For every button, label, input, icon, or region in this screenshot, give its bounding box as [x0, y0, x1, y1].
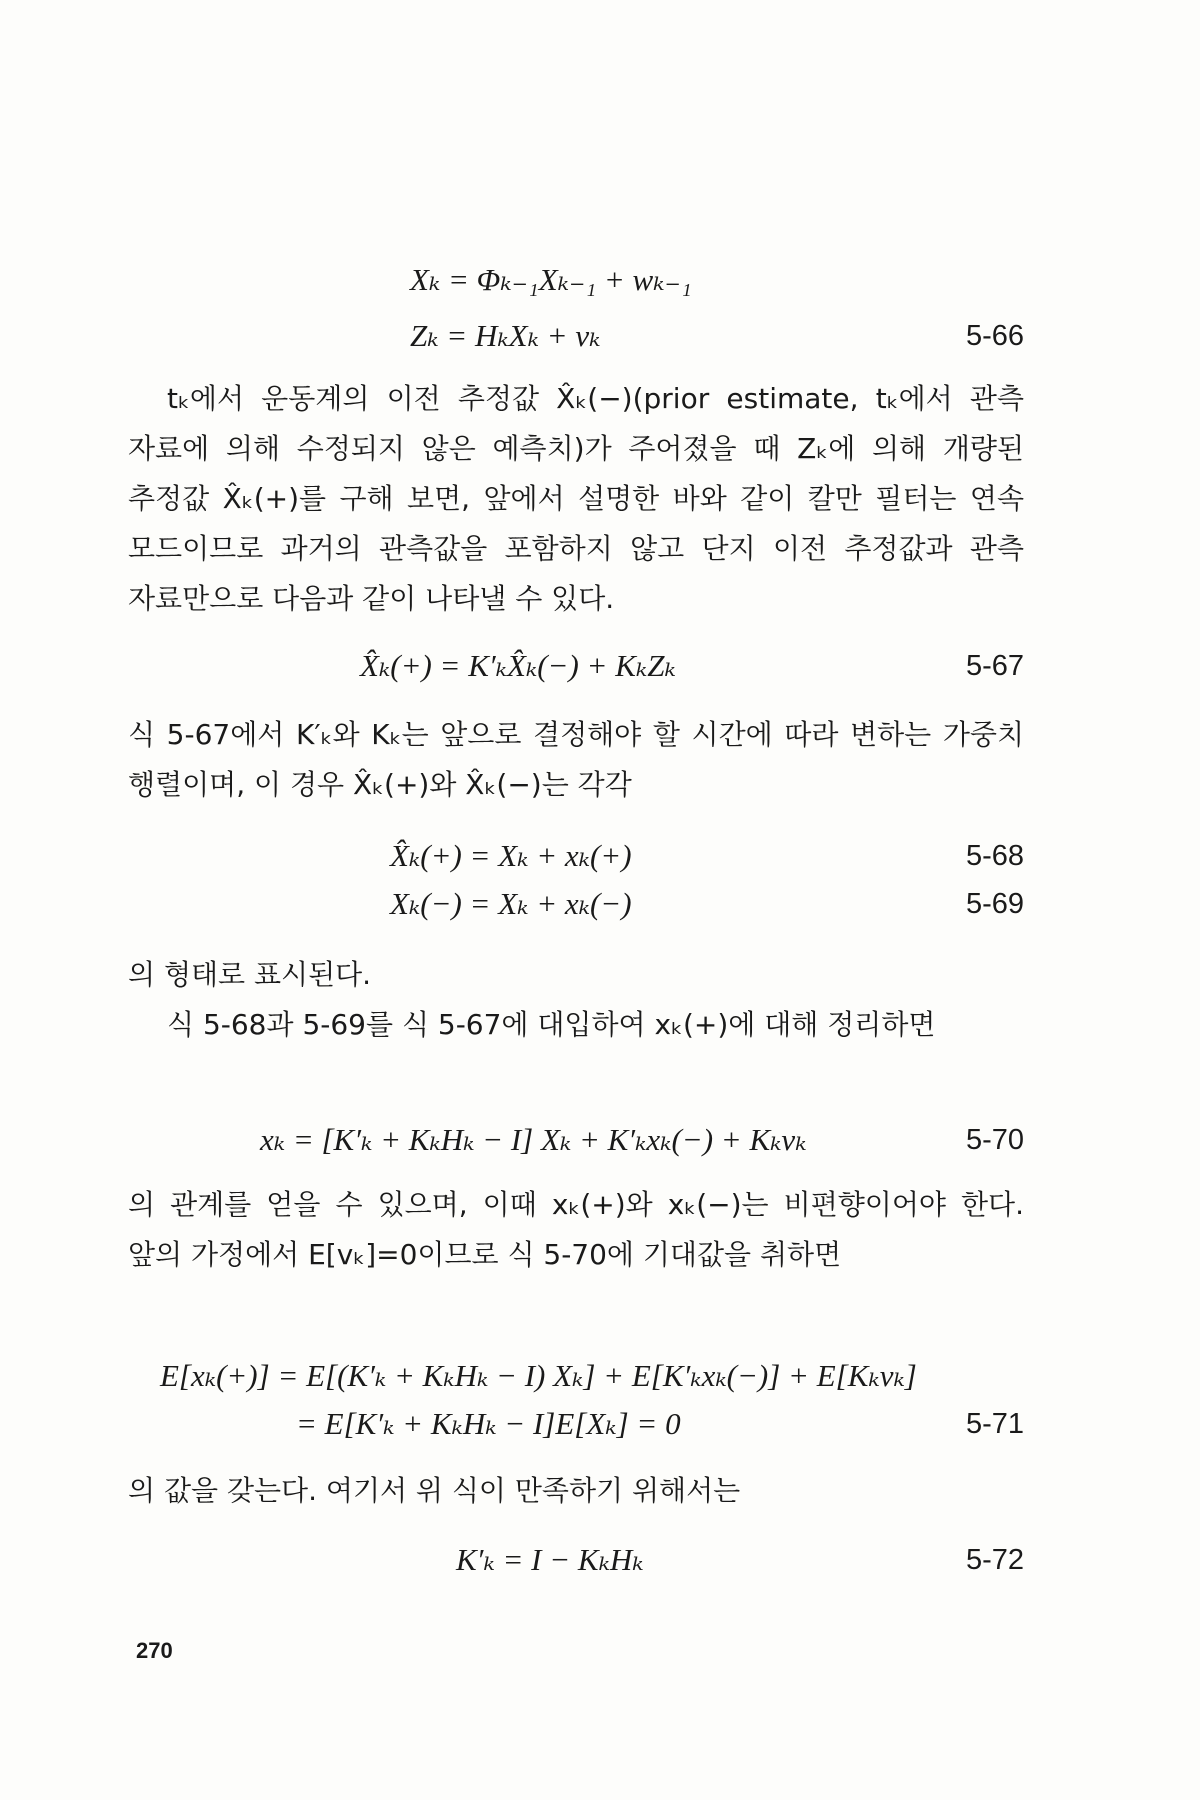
equation-5-70: xₖ = [K′ₖ + KₖHₖ − I] Xₖ + K′ₖxₖ(−) + Kₖvₖ [260, 1122, 807, 1157]
paragraph-substitution: 식 5-68과 5-69를 식 5-67에 대입하여 xₖ(+)에 대해 정리하면 [167, 1008, 936, 1041]
paragraph-unbiased: 의 관계를 얻을 수 있으며, 이때 xₖ(+)와 xₖ(−)는 비편향이어야 한다. 앞의 가정에서 E[vₖ]=0이므로 식 5-70에 기대값을 취하면 [128, 1188, 1024, 1271]
equation-5-68: X̂ₖ(+) = Xₖ + xₖ(+) [390, 838, 632, 873]
page-number: 270 [136, 1638, 173, 1663]
equation-number: 5-67 [965, 650, 1024, 682]
paragraph-prior-estimate: tₖ에서 운동계의 이전 추정값 X̂ₖ(−)(prior estimate, tₖ에서 관측 자료에 의해 수정되지 않은 예측치)가 주어졌을 때 Zₖ에 의해 개량된 추정값 X̂ₖ(+)를 구해 보면, 앞에서 설명한 바와 같이 칼만 필터는 연속 모드이므로 과거의 관측값을 포함하지 않고 단지 이전 추정값과 관측 자료만으로 다음과 같이 나타낼 수 있다. [128, 382, 1024, 615]
paragraph-form: 의 형태로 표시된다. [128, 958, 372, 991]
equation-number: 5-69 [965, 888, 1024, 920]
equation-measurement: Zₖ = HₖXₖ + vₖ [410, 318, 601, 353]
equation-5-72: K′ₖ = I − KₖHₖ [456, 1542, 644, 1577]
equation-state: Xₖ = Φₖ₋₁Xₖ₋₁ + wₖ₋₁ [410, 262, 692, 297]
equation-number: 5-72 [965, 1544, 1024, 1576]
equation-5-71-line1: E[xₖ(+)] = E[(K′ₖ + KₖHₖ − I) Xₖ] + E[K′ₖxₖ(−)] + E[Kₖvₖ] [160, 1358, 917, 1393]
equation-5-71-line2: = E[K′ₖ + KₖHₖ − I]E[Xₖ] = 0 [296, 1406, 681, 1441]
equation-number: 5-68 [965, 840, 1024, 872]
paragraph-condition: 의 값을 갖는다. 여기서 위 식이 만족하기 위해서는 [128, 1474, 741, 1507]
paragraph-weight-matrix: 식 5-67에서 K′ₖ와 Kₖ는 앞으로 결정해야 할 시간에 따라 변하는 가중치 행렬이며, 이 경우 X̂ₖ(+)와 X̂ₖ(−)는 각각 [128, 718, 1024, 801]
equation-number: 5-71 [965, 1408, 1024, 1440]
equation-5-69: Xₖ(−) = Xₖ + xₖ(−) [390, 886, 632, 921]
equation-number: 5-66 [965, 320, 1024, 352]
equation-number: 5-70 [965, 1124, 1024, 1156]
equation-5-67: X̂ₖ(+) = K′ₖX̂ₖ(−) + KₖZₖ [360, 648, 676, 683]
